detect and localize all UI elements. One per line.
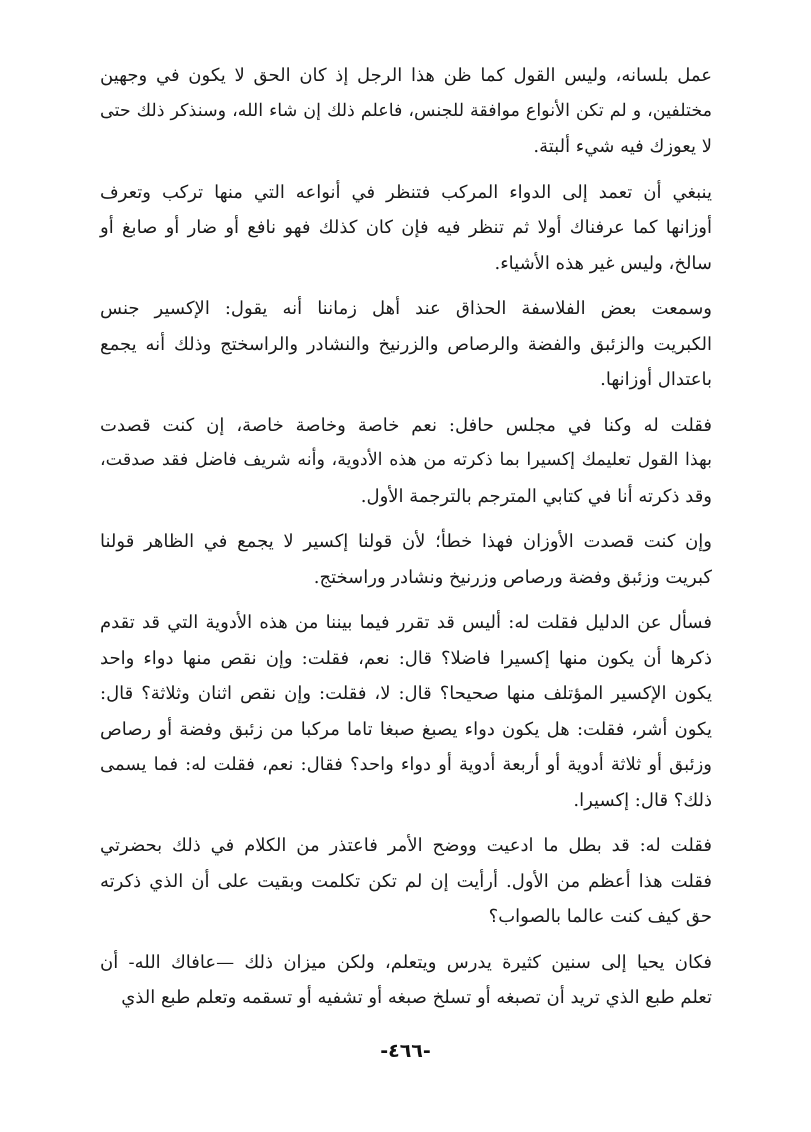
text-line: الكبريت والزئبق والفضة والرصاص والزرنيخ والنشادر والراسختج وذلك أنه يجمع xyxy=(100,333,712,355)
text-line: يكون أشر، فقلت: هل يكون دواء يصبغ صبغا تاما مركبا من زئبق وفضة أو رصاص xyxy=(100,718,712,740)
paragraph-gap xyxy=(100,514,712,524)
paragraph xyxy=(100,175,712,282)
text-line: بهذا القول تعليمك إكسيرا بما ذكرته من هذه الأدوية، وأنه شريف فاضل فقد صدقت، xyxy=(100,450,712,470)
paragraph xyxy=(100,58,712,165)
paragraph xyxy=(100,605,712,818)
text-line: كبريت وزئبق وفضة ورصاص وزرنيخ ونشادر وراسختج. xyxy=(313,566,712,588)
text-line: لا يعوزك فيه شيء ألبتة. xyxy=(533,136,712,157)
text-line: فكان يحيا إلى سنين كثيرة يدرس ويتعلم، ولكن ميزان ذلك —عافاك الله- أن xyxy=(100,951,712,973)
text-line: وسمعت بعض الفلاسفة الحذاق عند أهل زماننا أنه يقول: الإكسير جنس xyxy=(100,298,712,319)
text-line: يكون الإكسير المؤتلف منها صحيحا؟ قال: لا، فقلت: وإن نقص اثنان وثلاثة؟ قال: xyxy=(100,683,712,704)
text-line: فسأل عن الدليل فقلت له: أليس قد تقرر فيما بيننا من هذه الأدوية التي قد تقدم xyxy=(100,612,712,633)
text-line: باعتدال أوزانها. xyxy=(600,369,712,390)
text-line: فقلت له وكنا في مجلس حافل: نعم خاصة وخاصة خاصة، إن كنت قصدت xyxy=(100,414,712,436)
text-line: عمل بلسانه، وليس القول كما ظن هذا الرجل إذ كان الحق لا يكون في وجهين xyxy=(100,65,712,86)
paragraph xyxy=(100,408,712,515)
text-line: تعلم طبع الذي تريد أن تصبغه أو تسلخ صبغه أو تشفيه أو تسقمه وتعلم طبع الذي xyxy=(121,987,712,1008)
paragraph xyxy=(100,828,712,935)
page-number: -٤٦٦- xyxy=(380,1040,431,1062)
paragraph xyxy=(100,524,712,595)
text-line: وإن كنت قصدت الأوزان فهذا خطأ؛ لأن قولنا إكسير لا يجمع في الظاهر قولنا xyxy=(100,531,712,552)
text-line: ذلك؟ قال: إكسيرا. xyxy=(573,789,712,811)
text-line: ذكرها أن يكون منها إكسيرا فاضلا؟ قال: نعم، فقلت: وإن نقص منها دواء واحد xyxy=(100,647,712,669)
paragraph-gap xyxy=(100,595,712,605)
body-text xyxy=(100,58,712,1016)
paragraph xyxy=(100,291,712,398)
text-line: وزئبق أو ثلاثة أدوية أو أربعة أدوية أو دواء واحد؟ فقال: نعم، فقلت له: فما يسمى xyxy=(100,754,712,775)
text-line: أوزانها كما عرفناك أولا ثم تنظر فيه فإن كان كذلك فهو نافع أو ضار أو صابغ أو xyxy=(100,217,712,238)
paragraph-gap xyxy=(100,398,712,408)
text-line: سالخ، وليس غير هذه الأشياء. xyxy=(494,252,712,274)
paragraph-gap xyxy=(100,165,712,175)
paragraph-gap xyxy=(100,935,712,945)
text-line: حق كيف كنت عالما بالصواب؟ xyxy=(488,906,712,927)
text-line: ينبغي أن تعمد إلى الدواء المركب فتنظر في أنواعه التي منها تركب وتعرف xyxy=(100,181,712,203)
text-line: مختلفين، و لم تكن الأنواع موافقة للجنس، فاعلم ذلك إن شاء الله، وسنذكر ذلك حتى xyxy=(100,100,712,121)
paragraph xyxy=(100,945,712,1016)
text-line: وقد ذكرته أنا في كتابي المترجم بالترجمة الأول. xyxy=(360,485,712,507)
text-line: فقلت له: قد بطل ما ادعيت ووضح الأمر فاعتذر من الكلام في ذلك بحضرتي xyxy=(100,835,712,856)
text-line: فقلت هذا أعظم من الأول. أرأيت إن لم تكن تكلمت وبقيت على أن الذي ذكرته xyxy=(100,870,712,892)
paragraph-gap xyxy=(100,281,712,291)
paragraph-gap xyxy=(100,818,712,828)
